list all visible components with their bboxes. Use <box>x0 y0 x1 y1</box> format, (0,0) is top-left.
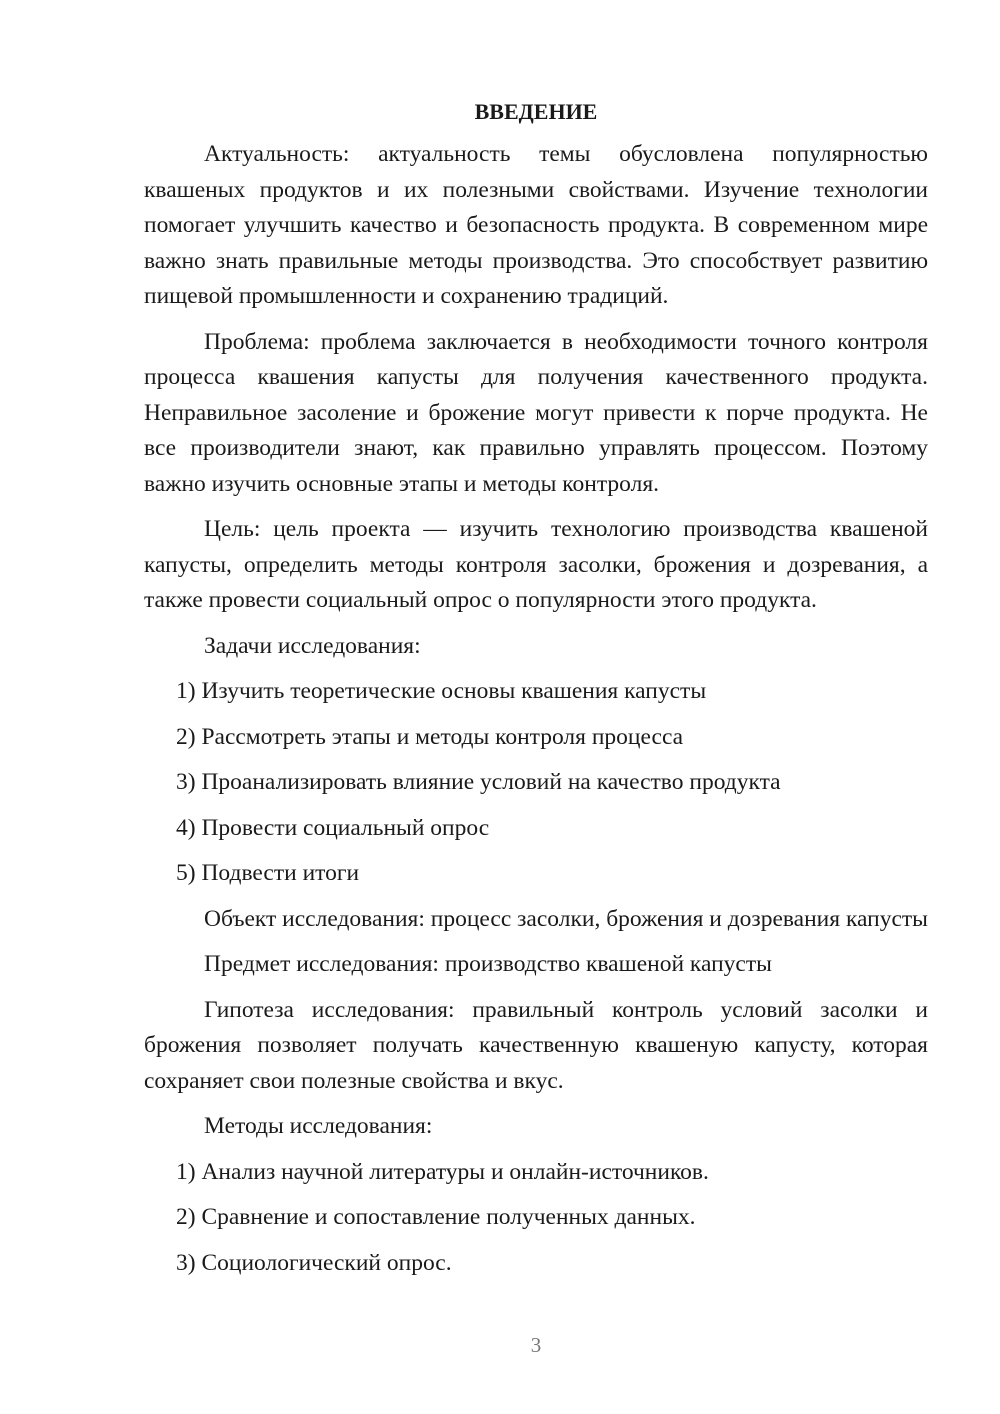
page-number: 3 <box>530 1333 542 1357</box>
tasks-list <box>144 674 928 892</box>
method-item: 2) Сравнение и сопоставление полученных данных. <box>176 1204 696 1230</box>
methods-list <box>144 1155 928 1282</box>
object-paragraph: Объект исследования: процесс засолки, брожения и дозревания капусты <box>204 905 928 932</box>
tasks-label: Задачи исследования: <box>204 632 421 659</box>
method-item: 1) Анализ научной литературы и онлайн-источников. <box>176 1158 709 1185</box>
task-item: 5) Подвести итоги <box>176 860 360 886</box>
section-heading: ВВЕДЕНИЕ <box>474 99 598 124</box>
task-item: 4) Провести социальный опрос <box>176 814 490 841</box>
task-item: 3) Проанализировать влияние условий на качество продукта <box>176 769 781 795</box>
problem-paragraph: Проблема: проблема заключается в необходимости точного контроля процесса квашения капусты для получения качественного продукта. Неправильное засоление и брожение могут привести к порче продукта. Не все производители знают, как правильно управлять процессом. Поэтому важно изучить основные этапы и методы контроля. <box>144 328 928 497</box>
document-body <box>144 96 928 1291</box>
methods-label: Методы исследования: <box>204 1113 433 1139</box>
relevance-paragraph: Актуальность: актуальность темы обусловлена популярностью квашеных продуктов и их полезными свойствами. Изучение технологии помогает улучшить качество и безопасность продукта. В современном мире важно знать правильные методы производства. Это способствует развитию пищевой промышленности и сохранению традиций. <box>144 141 928 309</box>
task-item: 2) Рассмотреть этапы и методы контроля процесса <box>176 723 684 750</box>
goal-paragraph: Цель: цель проекта — изучить технологию производства квашеной капусты, определить методы контроля засолки, брожения и дозревания, а также провести социальный опрос о популярности этого продукта. <box>144 516 928 613</box>
method-item: 3) Социологический опрос. <box>176 1249 452 1276</box>
subject-paragraph: Предмет исследования: производство квашеной капусты <box>204 951 772 977</box>
task-item: 1) Изучить теоретические основы квашения капусты <box>176 678 707 704</box>
hypothesis-paragraph: Гипотеза исследования: правильный контроль условий засолки и брожения позволяет получать качественную квашеную капусту, которая сохраняет свои полезные свойства и вкус. <box>144 996 928 1094</box>
